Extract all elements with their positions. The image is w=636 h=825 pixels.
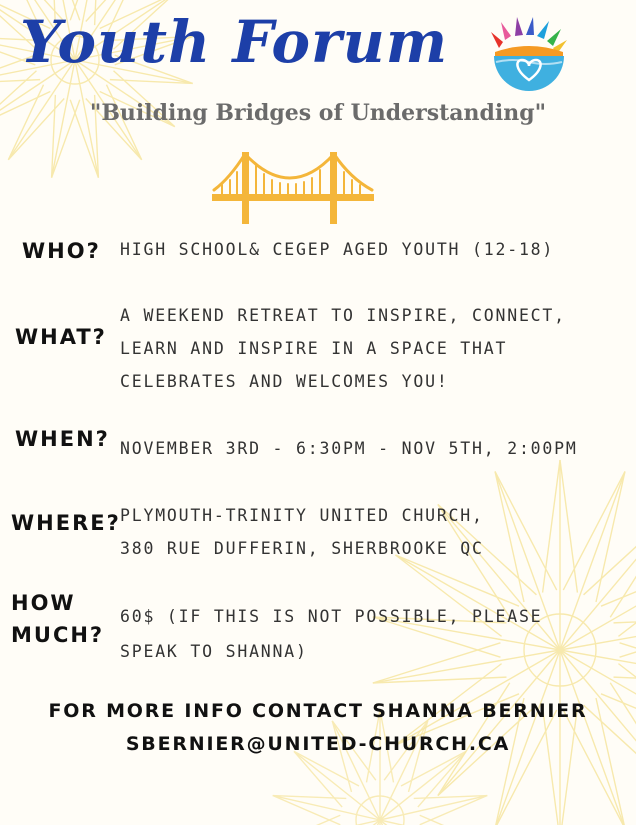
who-label: WHO? [22,239,101,263]
what-value-line-1: A WEEKEND RETREAT TO INSPIRE, CONNECT, [120,306,566,325]
subtitle: "Building Bridges of Understanding" [89,100,547,126]
how-much-value-line-1: 60$ (IF THIS IS NOT POSSIBLE, PLEASE [120,607,543,626]
when-value: NOVEMBER 3RD - 6:30PM - NOV 5TH, 2:00PM [120,439,578,458]
contact-email[interactable]: SBERNIER@UNITED-CHURCH.CA [125,733,511,755]
how-much-label-line-1: HOW [11,591,76,615]
where-value-line-2: 380 RUE DUFFERIN, SHERBROOKE QC [120,539,484,558]
where-value-line-1: PLYMOUTH-TRINITY UNITED CHURCH, [120,506,484,525]
contact-line: FOR MORE INFO CONTACT SHANNA BERNIER [48,700,588,722]
how-much-value-line-2: SPEAK TO SHANNA) [120,642,308,661]
what-value-line-2: LEARN AND INSPIRE IN A SPACE THAT [120,339,508,358]
where-label: WHERE? [11,511,121,535]
when-label: WHEN? [15,427,110,451]
who-value: HIGH SCHOOL& CEGEP AGED YOUTH (12-18) [120,240,555,259]
what-value-line-3: CELEBRATES AND WELCOMES YOU! [120,372,449,391]
how-much-label-line-2: MUCH? [11,623,105,647]
suspension-bridge-icon [212,150,374,225]
page-title: Youth Forum [20,8,449,76]
what-label: WHAT? [15,325,107,349]
rainbow-sun-heart-icon [489,14,569,94]
